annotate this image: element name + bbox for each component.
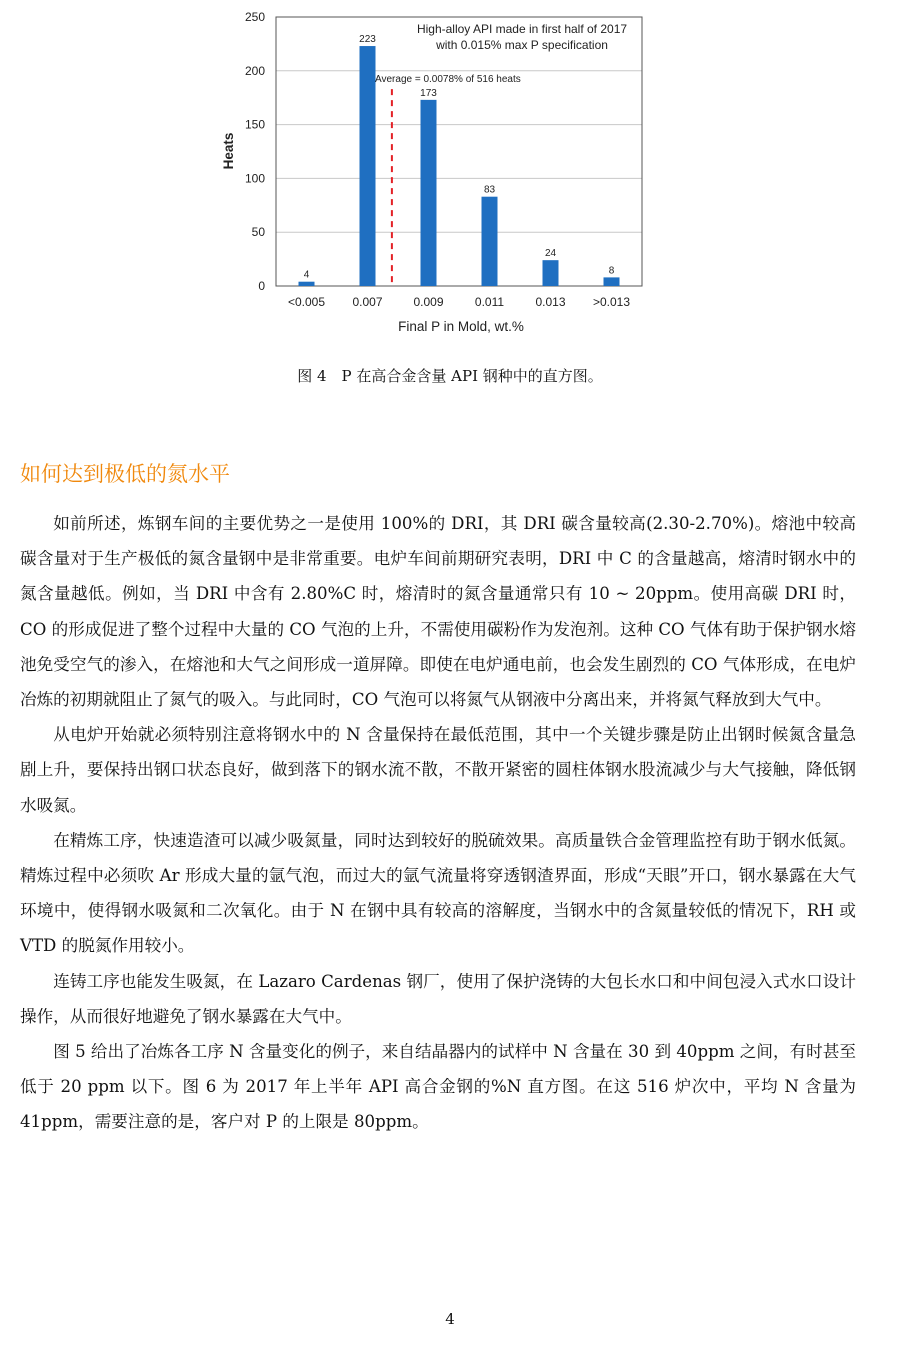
annotation-line: with 0.015% max P specification [436, 38, 608, 52]
paragraph: 在精炼工序，快速造渣可以减少吸氮量，同时达到较好的脱硫效果。高质量铁合金管理监控有助于钢水低氮。精炼过程中必须吹 Ar 形成大量的氩气泡，而过大的氩气流量将穿透钢渣界面，形成“天眼”开口，钢水暴露在大气环境中，使得钢水吸氮和二次氧化。由于 N 在钢中具有较高的溶解度，当钢水中的含氮量较低的情况下，RH 或 VTD 的脱氮作用较小。 [20, 830, 856, 956]
paragraph: 如前所述，炼钢车间的主要优势之一是使用 100%的 DRI，其 DRI 碳含量较高(2.30-2.70%)。熔池中较高碳含量对于生产极低的氮含量钢中是非常重要。电炉车间前期研究表明，DRI 中 C 的含量越高，熔清时钢水中的氮含量越低。例如，当 DRI 中含有 2.80%C 时，熔清时的氮含量通常只有 10 ~ 20ppm。使用高碳 DRI 时，CO 的形成促进了整个过程中大量的 CO 气泡的上升，不需使用碳粉作为发泡剂。这种 CO 气体有助于保护钢水熔池免受空气的渗入，在熔池和大气之间形成一道屏障。即使在电炉通电前，也会发生剧烈的 CO 气体形成，在电炉冶炼的初期就阻止了氮气的吸入。与此同时，CO 气泡可以将氮气从钢液中分离出来，并将氮气释放到大气中。 [20, 514, 856, 710]
bar-value-label: 4 [303, 269, 310, 281]
paragraph: 连铸工序也能发生吸氮，在 Lazaro Cardenas 钢厂，使用了保护浇铸的大包长水口和中间包浸入式水口设计操作，从而很好地避免了钢水暴露在大气中。 [20, 971, 856, 1026]
y-tick-label: 150 [244, 117, 265, 132]
bar [482, 197, 498, 286]
x-tick-label: <0.005 [287, 295, 326, 309]
x-tick-label: 0.011 [474, 295, 505, 309]
paragraph: 图 5 给出了冶炼各工序 N 含量变化的例子，来自结晶器内的试样中 N 含量在 30 到 40ppm 之间，有时甚至低于 20 ppm 以下。图 6 为 2017 年上半年 API 高合金钢的%N 直方图。在这 516 炉次中，平均 N 含量为 41ppm，需要注意的是，客户对 P 的上限是 80ppm。 [20, 1042, 856, 1132]
y-tick-label: 50 [251, 225, 265, 240]
bar [299, 282, 315, 286]
bar-value-label: 223 [359, 34, 376, 46]
histogram-figure [0, 0, 900, 350]
x-axis-title: Final P in Mold, wt.% [398, 319, 524, 334]
plot-frame [276, 17, 642, 286]
bar [421, 100, 437, 286]
bar-value-label: 173 [420, 87, 437, 99]
bar-value-label: 8 [608, 265, 615, 277]
body-text [20, 506, 856, 1140]
figure-caption: 图 4 P 在高合金含量 API 钢种中的直方图。 [297, 367, 603, 385]
x-tick-label: 0.013 [535, 295, 566, 309]
x-tick-label: 0.009 [413, 295, 444, 309]
x-tick-label: 0.007 [352, 295, 383, 309]
histogram-chart [0, 0, 900, 350]
y-tick-label: 100 [244, 171, 265, 186]
average-label: Average = 0.0078% of 516 heats [375, 74, 521, 85]
page-number: 4 [445, 1310, 455, 1328]
y-tick-label: 0 [258, 279, 265, 293]
paragraph: 从电炉开始就必须特别注意将钢水中的 N 含量保持在最低范围，其中一个关键步骤是防止出钢时候氮含量急剧上升，要保持出钢口状态良好，做到落下的钢水流不散，不散开紧密的圆柱体钢水股流减少与大气接触，降低钢水吸氮。 [20, 725, 856, 815]
section-heading: 如何达到极低的氮水平 [20, 462, 230, 486]
bar-value-label: 83 [483, 184, 496, 196]
bar [543, 260, 559, 286]
bar-value-label: 24 [544, 248, 557, 260]
annotation-line: High-alloy API made in first half of 2017 [416, 22, 628, 36]
bar [360, 46, 376, 286]
y-tick-label: 250 [244, 10, 265, 24]
x-tick-label: >0.013 [592, 295, 631, 309]
y-axis-title: Heats [221, 132, 236, 170]
bar [604, 277, 620, 286]
y-tick-label: 200 [244, 63, 265, 78]
